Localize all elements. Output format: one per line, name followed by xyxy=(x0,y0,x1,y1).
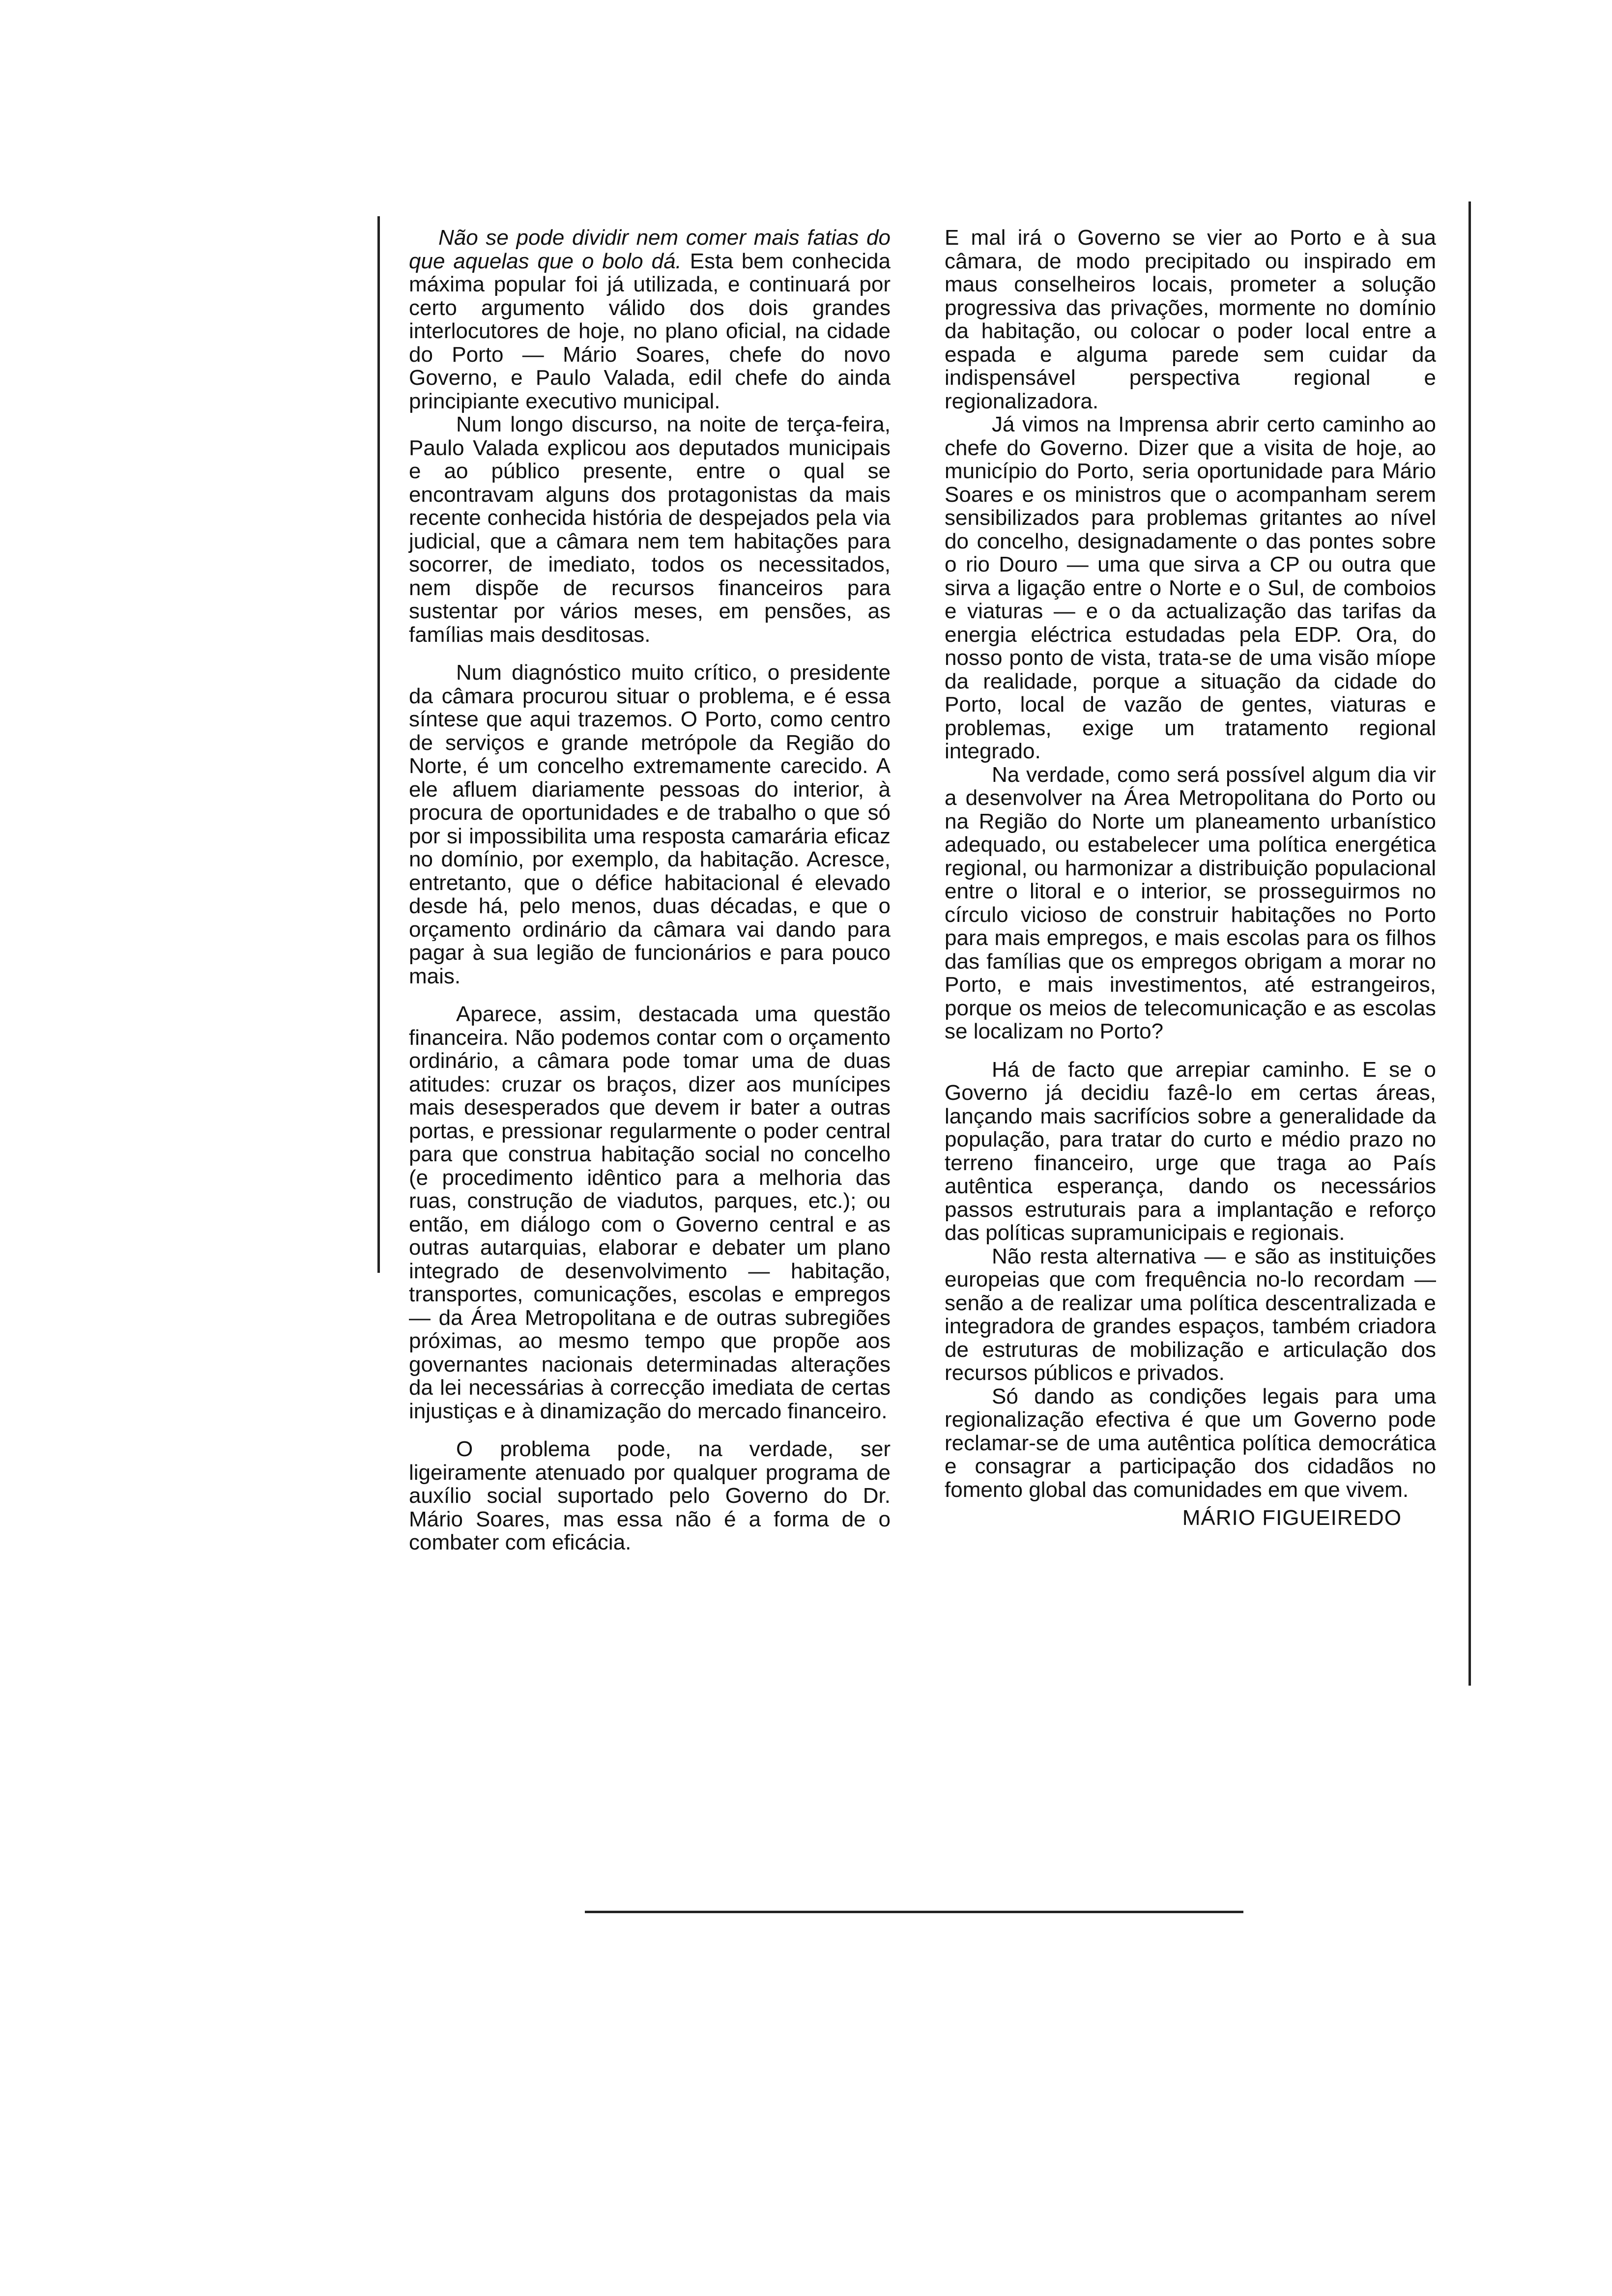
bottom-rule xyxy=(585,1911,1243,1913)
author-signature: MÁRIO FIGUEIREDO xyxy=(1182,1506,1402,1530)
paragraph-5: O problema pode, na verdade, ser ligeiramente atenuado por qualquer programa de auxílio social suportado pelo Governo do Dr. Mário Soares, mas essa não é a forma de o combater com eficácia. xyxy=(409,1437,891,1554)
paragraph-9: Há de facto que arrepiar caminho. E se o Governo já decidiu fazê-lo em certas áreas, lançando mais sacrifícios sobre a generalidade da população, para tratar do curto e médio prazo no terreno financeiro, urge que traga ao País autêntica esperança, dando os necessários passos estruturais para a implantação e reforço das políticas supramunicipais e regionais. xyxy=(945,1057,1436,1245)
paragraph-6: E mal irá o Governo se vier ao Porto e à sua câmara, de modo precipitado ou inspirado em maus conselheiros locais, prometer a solução progressiva das privações, mormente no domínio da habitação, ou colocar o poder local entre a espada e alguma parede sem cuidar da indispensável perspectiva regional e regionalizadora. xyxy=(945,226,1436,413)
paragraph-8: Na verdade, como será possível algum dia vir a desenvolver na Área Metropolitana do Porto ou na Região do Norte um planeamento urbanístico adequado, ou estabelecer uma política energética regional, ou harmonizar a distribuição populacional entre o litoral e o interior, se prosseguirmos no círculo vicioso de construir habitações no Porto para mais empregos, e mais escolas para os filhos das famílias que os empregos obrigam a morar no Porto, e mais investimentos, até estrangeiros, porque os meios de telecomunicação e as escolas se localizam no Porto? xyxy=(945,762,1436,1043)
left-column-rule xyxy=(377,216,380,1273)
left-column xyxy=(409,226,891,1554)
paragraph-11: Só dando as condições legais para uma regionalização efectiva é que um Governo pode reclamar-se de uma autêntica política democrática e consagrar a participação dos cidadãos no fomento global das comunidades em que vivem. xyxy=(945,1384,1436,1502)
paragraph-1-text: Esta bem conhecida máxima popular foi já utilizada, e continuará por certo argumento válido dos dois grandes interlocutores de hoje, no plano oficial, na cidade do Porto — Mário Soares, chefe do novo Governo, e Paulo Valada, edil chefe do ainda principiante executivo municipal. xyxy=(409,249,891,413)
paragraph-3: Num diagnóstico muito crítico, o presidente da câmara procurou situar o problema, e é essa síntese que aqui trazemos. O Porto, como centro de serviços e grande metrópole da Região do Norte, é um concelho extremamente carecido. A ele afluem diariamente pessoas do interior, à procura de oportunidades e de trabalho o que só por si impossibilita uma resposta camarária eficaz no domínio, por exemplo, da habitação. Acresce, entretanto, que o défice habitacional é elevado desde há, pelo menos, duas décadas, e que o orçamento ordinário da câmara vai dando para pagar à sua legião de funcionários e para pouco mais. xyxy=(409,660,891,988)
paragraph-2: Num longo discurso, na noite de terça-feira, Paulo Valada explicou aos deputados municipais e ao público presente, entre o qual se encontravam alguns dos protagonistas da mais recente conhecida história de despejados pela via judicial, que a câmara nem tem habitações para socorrer, de imediato, todos os necessitados, nem dispõe de recursos financeiros para sustentar por vários meses, em pensões, as famílias mais desditosas. xyxy=(409,412,891,647)
paragraph-4: Aparece, assim, destacada uma questão financeira. Não podemos contar com o orçamento ordinário, a câmara pode tomar uma de duas atitudes: cruzar os braços, dizer aos munícipes mais desesperados que devem ir bater a outras portas, e pressionar regularmente o poder central para que construa habitação social no concelho (e procedimento idêntico para a melhoria das ruas, construção de viadutos, parques, etc.); ou então, em diálogo com o Governo central e as outras autarquias, elaborar e debater um plano integrado de desenvolvimento — habitação, transportes, comunicações, escolas e empregos — da Área Metropolitana e de outras subregiões próximas, ao mesmo tempo que propõe aos governantes nacionais determinadas alterações da lei necessárias à correcção imediata de certas injustiças e à dinamização do mercado financeiro. xyxy=(409,1002,891,1423)
right-column xyxy=(945,226,1436,1530)
paragraph-10: Não resta alternativa — e são as instituições europeias que com frequência no-lo recordam — senão a de realizar uma política descentralizada e integradora de grandes espaços, também criadora de estruturas de mobilização e articulação dos recursos públicos e privados. xyxy=(945,1244,1436,1385)
paragraph-7: Já vimos na Imprensa abrir certo caminho ao chefe do Governo. Dizer que a visita de hoje, ao município do Porto, seria oportunidade para Mário Soares e os ministros que o acompanham serem sensibilizados para problemas gritantes ao nível do concelho, designadamente o das pontes sobre o rio Douro — uma que sirva a CP ou outra que sirva a ligação entre o Norte e o Sul, de comboios e viaturas — e o da actualização das tarifas da energia eléctrica estudadas pela EDP. Ora, do nosso ponto de vista, trata-se de uma visão míope da realidade, porque a situação da cidade do Porto, local de vazão de gentes, viaturas e problemas, exige um tratamento regional integrado. xyxy=(945,412,1436,763)
right-column-rule xyxy=(1468,201,1471,1686)
lead-quote: Não se pode dividir nem comer mais fatias do que aquelas que o bolo dá. xyxy=(409,226,891,273)
paragraph-1 xyxy=(409,226,891,413)
